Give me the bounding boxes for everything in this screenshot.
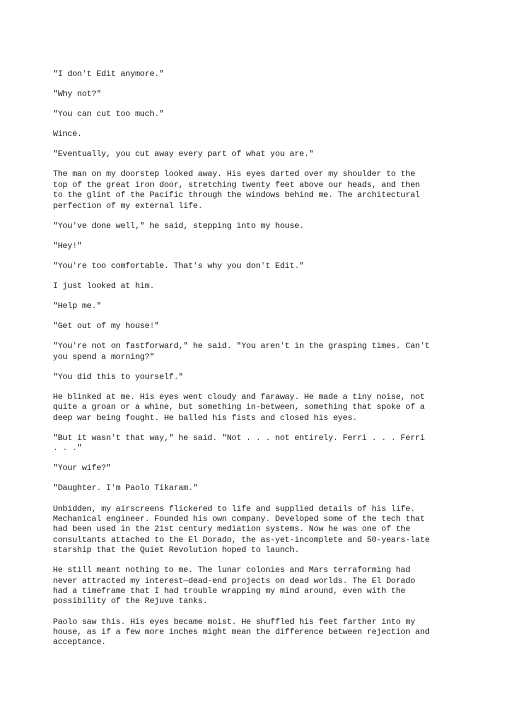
paragraph: Wince. (53, 130, 82, 140)
paragraph: "You've done well," he said, stepping into my house. (53, 221, 305, 231)
paragraph: Unbidden, my airscreens flickered to life and supplied details of his life. Mechanical engineer. Founded his own company. Developed some of the tech that had been used in the 21st century mediation systems. Now he was one of the consultants attached to the El Dorado, the as-yet-incomplete and 50-years-late starship that the Quiet Revolution hoped to launch. (53, 504, 430, 556)
paragraph: "You can cut too much." (53, 110, 165, 120)
paragraph: "Your wife?" (53, 464, 111, 474)
paragraph: "But it wasn't that way," he said. "Not . . . not entirely. Ferri . . . Ferri . . ." (53, 433, 425, 454)
paragraph: "Hey!" (53, 241, 82, 251)
paragraph: "Eventually, you cut away every part of what you are." (53, 150, 314, 160)
paragraph: The man on my doorstep looked away. His eyes darted over my shoulder to the top of the great iron door, stretching twenty feet above our heads, and then to the glint of the Pacific through the windows behind me. The architectural perfection of my external life. (53, 170, 420, 211)
paragraph: "Daughter. I'm Paolo Tikaram." (53, 484, 198, 494)
paragraph: He still meant nothing to me. The lunar colonies and Mars terraforming had never attracted my interest—dead-end projects on dead worlds. The El Dorado had a timeframe that I had trouble wrapping my mind around, even with the possibility of the Rejuve tanks. (53, 566, 416, 607)
paragraph: I just looked at him. (53, 282, 155, 292)
paragraph: "Why not?" (53, 90, 102, 100)
paragraph: "You're too comfortable. That's why you don't Edit." (53, 261, 305, 271)
paragraph: Paolo saw this. His eyes became moist. He shuffled his feet farther into my house, as if a few more inches might mean the difference between rejection and acceptance. (53, 617, 430, 648)
document-body (53, 70, 465, 658)
paragraph: He blinked at me. His eyes went cloudy and faraway. He made a tiny noise, not quite a groan or a whine, but something in-between, something that spoke of a deep war being fought. He balled his fists and closed his eyes. (53, 392, 425, 423)
paragraph: "Get out of my house!" (53, 322, 160, 332)
paragraph: "You did this to yourself." (53, 372, 184, 382)
paragraph: "You're not on fastforward," he said. "You aren't in the grasping times. Can't you spend a morning?" (53, 342, 430, 362)
paragraph: "Help me." (53, 302, 102, 312)
paragraph: "I don't Edit anymore." (53, 70, 165, 79)
